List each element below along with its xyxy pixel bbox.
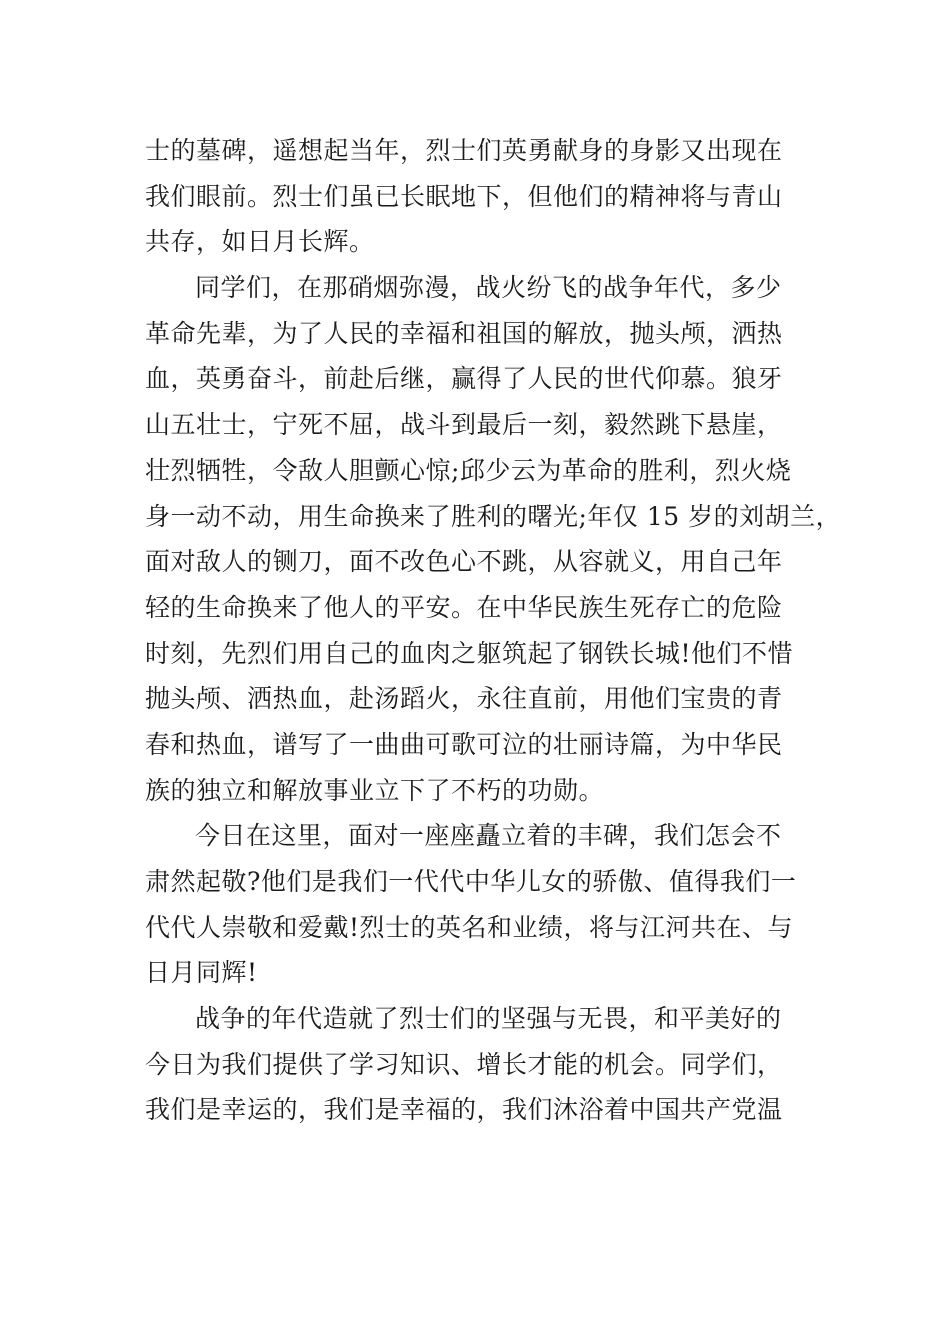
text-line: 士的墓碑，遥想起当年，烈士们英勇献身的身影又出现在 [145, 136, 783, 165]
paragraph-3 [145, 813, 810, 996]
text-line: 轻的生命换来了他人的平安。在中华民族生死存亡的危险 [145, 592, 783, 622]
text-line: 共存，如日月长辉。 [145, 227, 375, 257]
text-line: 族的独立和解放事业立下了不朽的功勋。 [145, 775, 605, 805]
text-line: 肃然起敬?他们是我们一代代中华儿女的骄傲、值得我们一 [145, 867, 797, 896]
text-line: 革命先辈，为了人民的幸福和祖国的解放，抛头颅，洒热 [145, 318, 783, 348]
text-line: 同学们，在那硝烟弥漫，战火纷飞的战争年代，多少 [195, 273, 782, 303]
text-line: 春和热血，谱写了一曲曲可歌可泣的壮丽诗篇，为中华民 [145, 729, 783, 759]
text-line: 面对敌人的铡刀，面不改色心不跳，从容就义，用自己年 [145, 547, 783, 577]
paragraph-2 [145, 265, 842, 813]
text-line: 战争的年代造就了烈士们的坚强与无畏，和平美好的 [195, 1004, 782, 1034]
text-line: 今日为我们提供了学习知识、增长才能的机会。同学们， [145, 1049, 783, 1079]
text-line: 我们是幸运的，我们是幸福的，我们沐浴着中国共产党温 [145, 1095, 783, 1125]
text-line: 时刻，先烈们用自己的血肉之躯筑起了钢铁长城!他们不惜 [145, 638, 794, 668]
text-line: 我们眼前。烈士们虽已长眠地下，但他们的精神将与青山 [145, 181, 783, 211]
text-line: 日月同辉! [145, 958, 258, 988]
document-body [145, 128, 842, 1133]
text-line: 血，英勇奋斗，前赴后继，赢得了人民的世代仰慕。狼牙 [145, 364, 783, 394]
text-line: 代代人崇敬和爱戴!烈士的英名和业绩，将与江河共在、与 [145, 912, 794, 942]
paragraph-4 [145, 996, 810, 1133]
text-line: 山五壮士，宁死不屈，战斗到最后一刻，毅然跳下悬崖， [145, 410, 783, 440]
text-line: 抛头颅、洒热血，赴汤蹈火，永往直前，用他们宝贵的青 [145, 684, 783, 714]
text-line: 身一动不动，用生命换来了胜利的曙光;年仅 15 岁的刘胡兰， [145, 501, 842, 531]
text-line: 今日在这里，面对一座座矗立着的丰碑，我们怎会不 [195, 821, 782, 851]
paragraph-1 [145, 128, 810, 265]
text-line: 壮烈牺牲，令敌人胆颤心惊;邱少云为革命的胜利，烈火烧 [145, 455, 792, 485]
